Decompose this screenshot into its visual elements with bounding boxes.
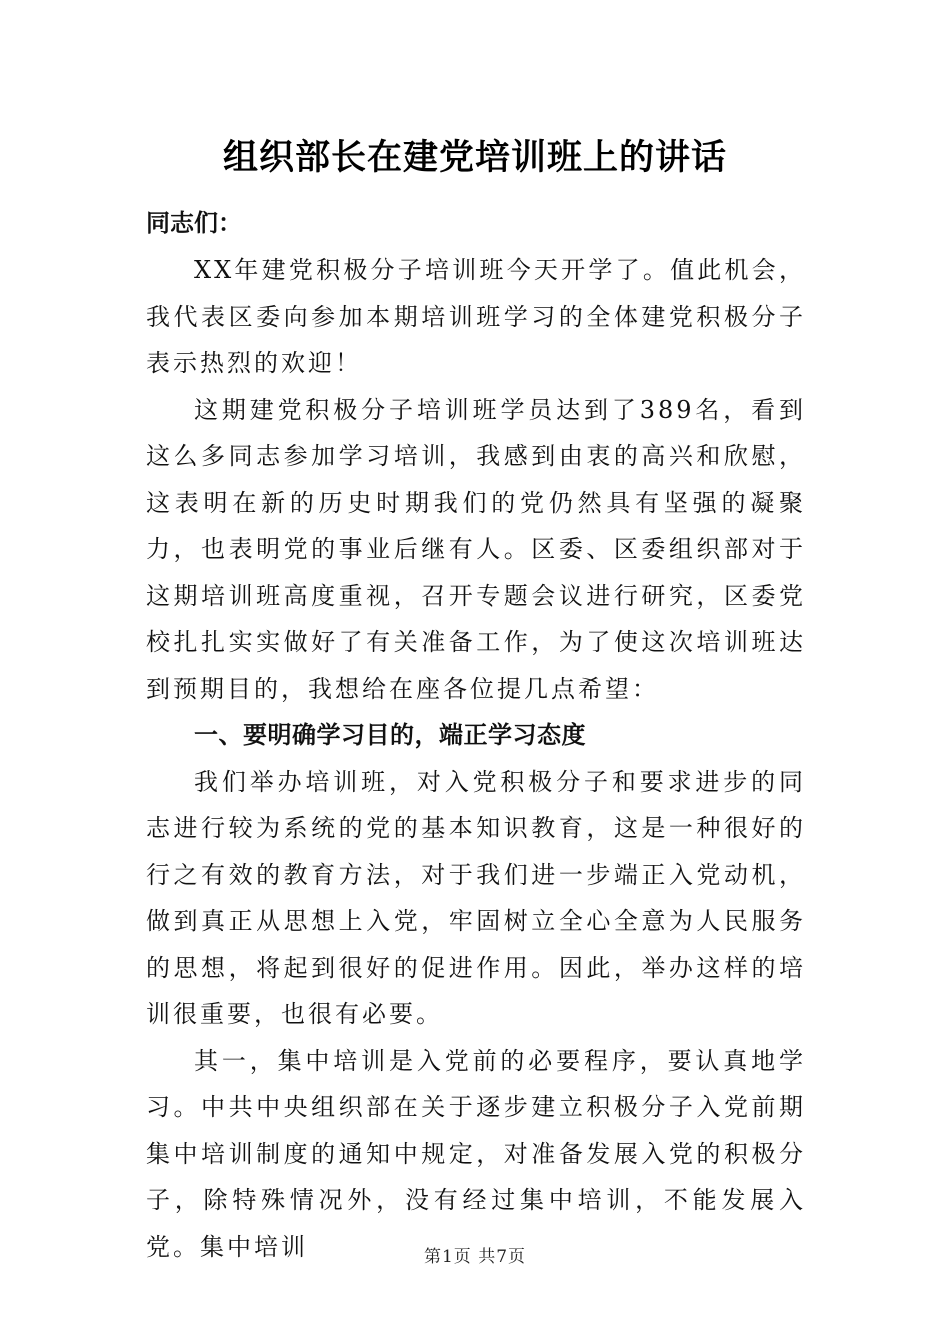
section-heading-1: 一、要明确学习目的，端正学习态度 — [194, 721, 586, 749]
paragraph-first-point: 其一，集中培训是入党前的必要程序，要认真地学习。中共中央组织部在关于逐步建立积极分子入党前期集中培训制度的通知中规定，对准备发展入党的积极分子，除特殊情况外，没有经过集中培训，不能发展入党。集中培训 — [146, 1046, 806, 1261]
document-body — [146, 247, 806, 1270]
paragraph-welcome: XX年建党积极分子培训班今天开学了。值此机会，我代表区委向参加本期培训班学习的全体建党积极分子表示热烈的欢迎！ — [146, 256, 806, 377]
paragraph-attendance: 这期建党积极分子培训班学员达到了389名，看到这么多同志参加学习培训，我感到由衷的高兴和欣慰，这表明在新的历史时期我们的党仍然具有坚强的凝聚力，也表明党的事业后继有人。区委、区委组织部对于这期培训班高度重视，召开专题会议进行研究，区委党校扎扎实实做好了有关准备工作，为了使这次培训班达到预期目的，我想给在座各位提几点希望： — [146, 395, 806, 703]
greeting: 同志们： — [146, 209, 242, 237]
document-title: 组织部长在建党培训班上的讲话 — [222, 138, 727, 178]
paragraph-training-purpose: 我们举办培训班，对入党积极分子和要求进步的同志进行较为系统的党的基本知识教育，这是一种很好的行之有效的教育方法，对于我们进一步端正入党动机，做到真正从思想上入党，牢固树立全心全意为人民服务的思想，将起到很好的促进作用。因此，举办这样的培训很重要，也很有必要。 — [146, 767, 806, 1028]
page-number-footer: 第1页 共7页 — [423, 1247, 527, 1267]
